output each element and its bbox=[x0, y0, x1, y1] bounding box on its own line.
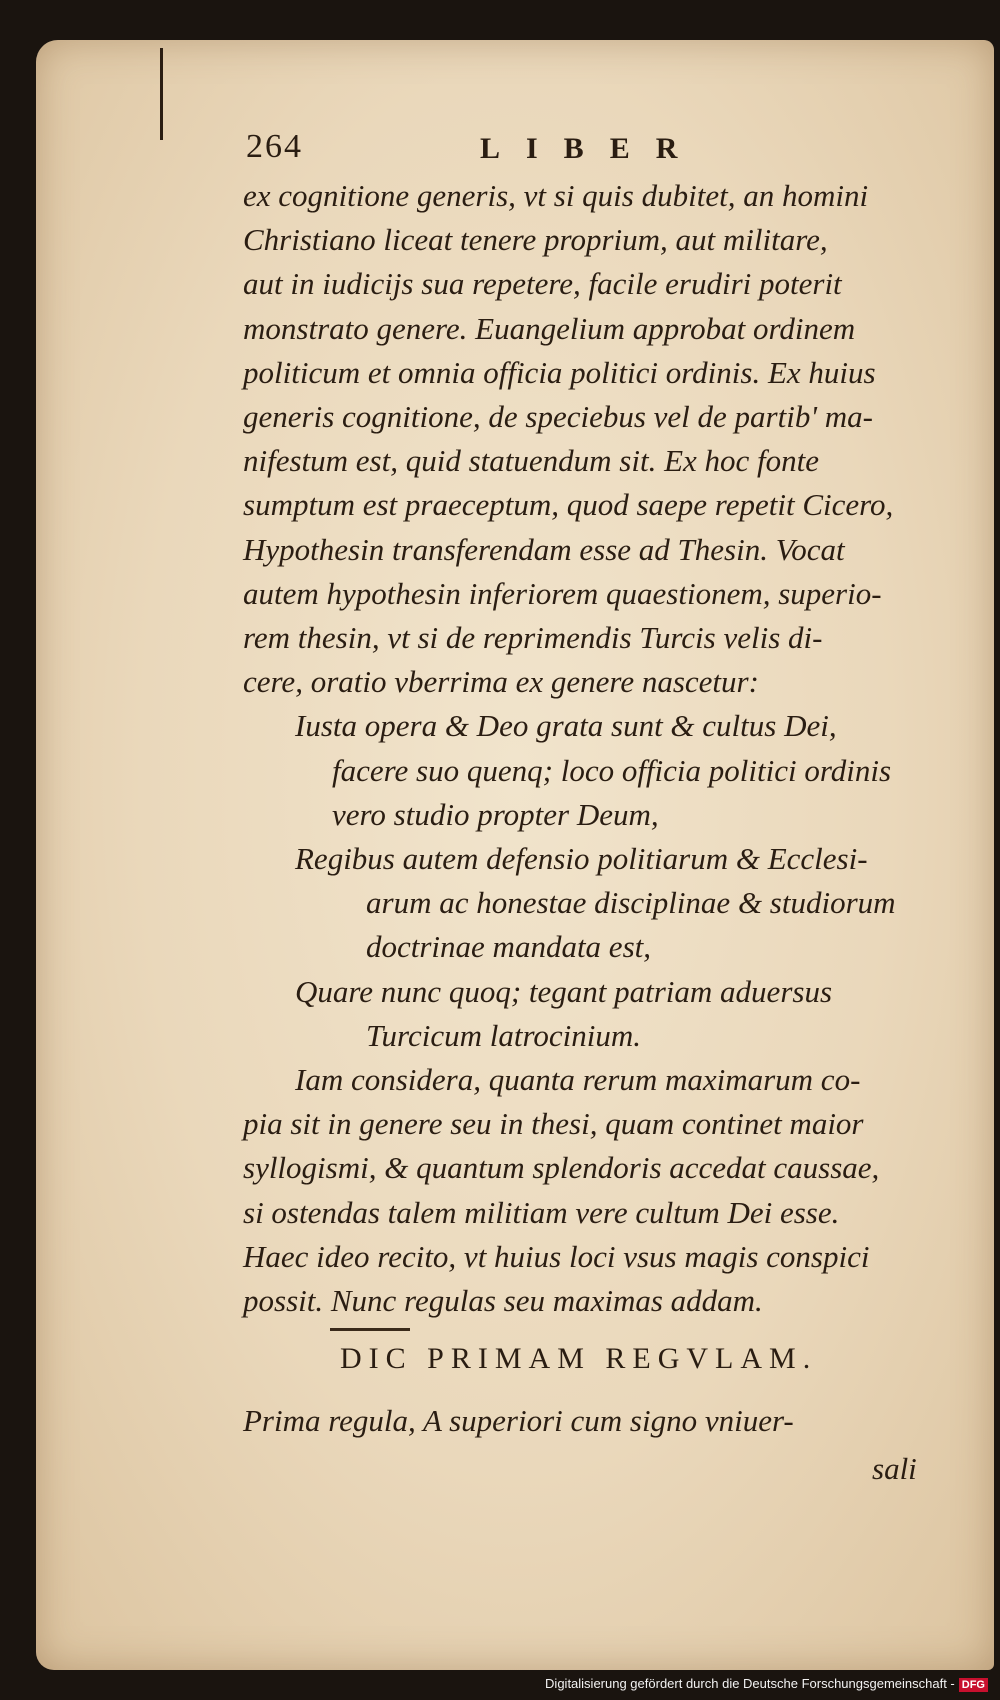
text-line: possit. Nunc regulas seu maximas addam. bbox=[243, 1283, 763, 1318]
text-line: arum ac honestae disciplinae & studiorum bbox=[366, 885, 896, 921]
heading-rule bbox=[330, 1328, 410, 1331]
margin-mark bbox=[160, 48, 163, 140]
dfg-logo: DFG bbox=[959, 1678, 988, 1692]
text-line: syllogismi, & quantum splendoris accedat caussae, bbox=[243, 1150, 880, 1186]
text-line: generis cognitione, de speciebus vel de partib' ma- bbox=[243, 399, 873, 434]
text-line: si ostendas talem militiam vere cultum Dei esse. bbox=[243, 1194, 840, 1230]
text-line: Regibus autem defensio politiarum & Ecclesi- bbox=[295, 841, 868, 876]
text-line: vero studio propter Deum, bbox=[332, 796, 659, 832]
text-line: monstrato genere. Euangelium approbat ordinem bbox=[243, 310, 856, 346]
text-line: doctrinae mandata est, bbox=[366, 929, 651, 965]
text-line: Iusta opera & Deo grata sunt & cultus Dei, bbox=[295, 708, 837, 744]
text-line: nifestum est, quid statuendum sit. Ex hoc fonte bbox=[243, 443, 820, 479]
text-line: autem hypothesin inferiorem quaestionem, superio- bbox=[243, 575, 882, 611]
text-line: Hypothesin transferendam esse ad Thesin. Vocat bbox=[243, 531, 845, 567]
footer-credit-text: Digitalisierung gefördert durch die Deutsche Forschungsgemeinschaft - bbox=[545, 1676, 955, 1691]
text-line: Quare nunc quoq; tegant patriam aduersus bbox=[295, 973, 833, 1009]
text-line: ex cognitione generis, vt si quis dubitet, an homini bbox=[243, 178, 869, 213]
text-line: cere, oratio vberrima ex genere nascetur: bbox=[243, 664, 759, 700]
page-number: 264 bbox=[246, 128, 303, 165]
rule-line: Prima regula, A superiori cum signo vniuer- bbox=[243, 1403, 794, 1438]
footer-credit bbox=[545, 1676, 988, 1692]
text-line: Christiano liceat tenere proprium, aut militare, bbox=[243, 222, 828, 258]
text-line: Iam considera, quanta rerum maximarum co- bbox=[295, 1062, 861, 1097]
text-line: politicum et omnia officia politici ordinis. Ex huius bbox=[243, 354, 876, 390]
running-head: LIBER bbox=[480, 132, 704, 165]
text-line: rem thesin, vt si de reprimendis Turcis velis di- bbox=[243, 620, 823, 655]
text-line: aut in iudicijs sua repetere, facile erudiri poterit bbox=[243, 266, 842, 302]
text-line: Turcicum latrocinium. bbox=[366, 1017, 641, 1053]
section-heading: DIC PRIMAM REGVLAM. bbox=[340, 1342, 818, 1375]
text-line: sumptum est praeceptum, quod saepe repetit Cicero, bbox=[243, 487, 894, 523]
text-line: Haec ideo recito, vt huius loci vsus magis conspici bbox=[243, 1238, 870, 1274]
text-line: facere suo quenq; loco officia politici ordinis bbox=[332, 752, 892, 788]
rule-line: sali bbox=[872, 1451, 917, 1486]
text-line: pia sit in genere seu in thesi, quam continet maior bbox=[243, 1106, 864, 1142]
